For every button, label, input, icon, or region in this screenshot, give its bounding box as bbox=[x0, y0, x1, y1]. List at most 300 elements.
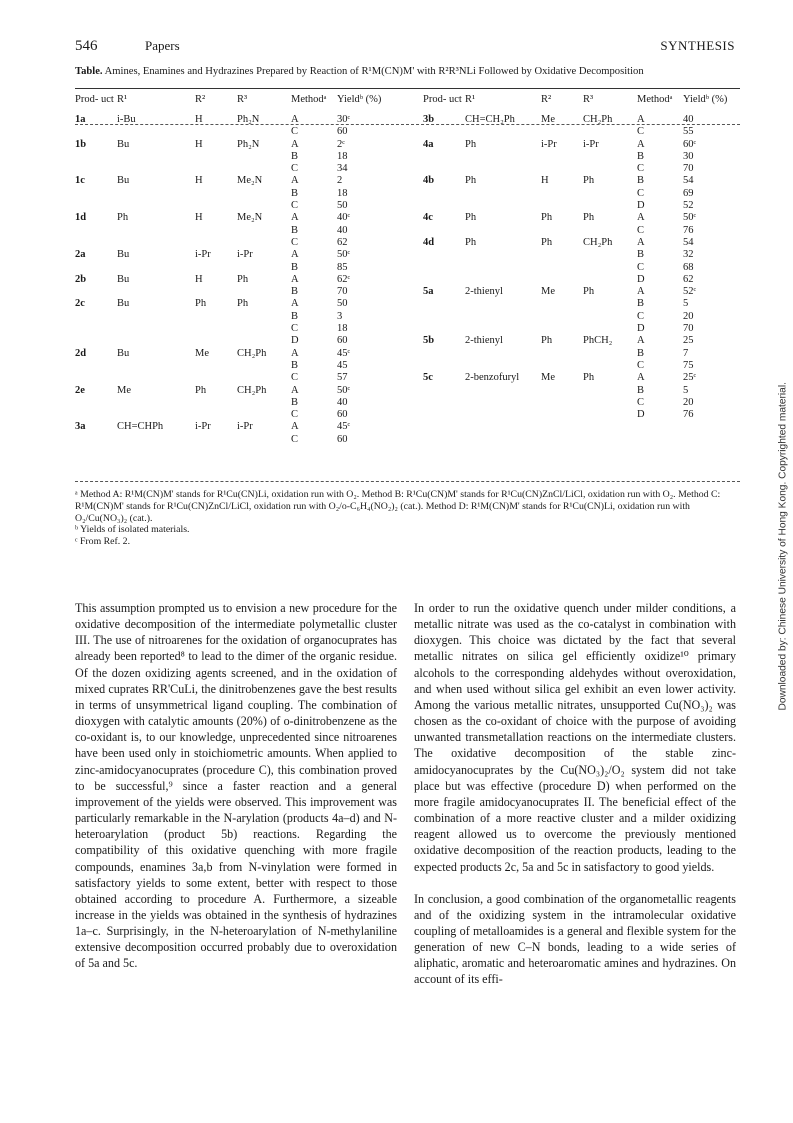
table-cell: 7 bbox=[683, 347, 689, 359]
col-head-r2-2: R² bbox=[541, 94, 552, 105]
table-cell bbox=[465, 225, 541, 237]
table-row bbox=[75, 237, 740, 249]
table-cell: B bbox=[291, 286, 299, 298]
table-cell bbox=[423, 385, 465, 397]
table-row bbox=[75, 262, 740, 274]
table-cell bbox=[237, 151, 291, 163]
table-cell: B bbox=[637, 150, 645, 162]
table-cell bbox=[195, 225, 237, 237]
table-cell bbox=[423, 225, 465, 237]
table-cell bbox=[465, 348, 541, 360]
table-row bbox=[75, 397, 740, 409]
table-cell: C bbox=[291, 372, 299, 384]
table-cell: C bbox=[291, 433, 299, 445]
table-cell bbox=[541, 409, 583, 421]
table-cell bbox=[75, 397, 117, 409]
table-cell bbox=[75, 323, 117, 335]
col-head-method-2: Methodᵃ bbox=[637, 94, 673, 105]
table-row bbox=[75, 139, 740, 151]
table-cell bbox=[541, 311, 583, 323]
table-cell bbox=[195, 335, 237, 347]
table-cell: i-Pr bbox=[583, 138, 599, 150]
table-cell: 30 bbox=[683, 150, 694, 162]
table-cell: A bbox=[637, 286, 645, 298]
table-cell: D bbox=[637, 273, 645, 285]
col-head-r2: R² bbox=[195, 94, 206, 105]
table-cell: 1a bbox=[75, 114, 86, 125]
table-cell: 54 bbox=[683, 175, 694, 187]
table-cell bbox=[465, 397, 541, 409]
col-head-prod: Prod- uct bbox=[75, 94, 114, 105]
col-head-r1: R¹ bbox=[117, 94, 128, 105]
col-head-r3-2: R³ bbox=[583, 94, 594, 105]
table-body bbox=[75, 114, 740, 446]
footnote-c: ᶜ From Ref. 2. bbox=[75, 536, 131, 548]
table-cell: 32 bbox=[683, 249, 694, 261]
table-cell: Ph bbox=[237, 298, 249, 310]
table-cell bbox=[117, 323, 195, 335]
table-cell: A bbox=[637, 212, 645, 224]
table-cell bbox=[541, 126, 583, 138]
table-row bbox=[75, 348, 740, 360]
table-cell: 30ᶜ bbox=[337, 114, 351, 125]
table-cell bbox=[541, 188, 583, 200]
table-cell bbox=[465, 249, 541, 261]
table-cell: Ph bbox=[541, 212, 553, 224]
table-cell: B bbox=[291, 310, 299, 322]
body-paragraph: This assumption prompted us to envision a new procedure for the oxidative decomposition of the intermediate polymetallic cluster III. The use of nitroarenes for the oxidation of organocuprates has already been reported⁸ to lead to the dimer of the organic residue. Of the dozen oxidizing agents screened, and in the oxidation of mixed cuprates RR'CuLi, the dinitrobenzenes gave the best results in terms of unsymmetrical ligand coupling. The combination of dioxygen with catalytic amounts (20%) of o-dinitrobenzene as the co-oxidant is, to our knowledge, unprecedented since nitroarenes have been used only in stoichiometric amounts. When applied to zinc-amidocyanocuprates (procedure C), this combination proved to be successful,⁹ since a faster reaction and a general improvement of the yields were observed. This improvement was particularly remarkable in the N-arylation (products 4a–d) and N-heteroarylation (product 5b) reactions. Regarding the compatibility of this oxidative quenching with more fragile compounds, enamines 3a,b from N-vinylation were formed in satisfactory yields to some extent, better with respect to those obtained according to procedure A. Furthermore, a sizeable increase in the yields was obtained in the synthesis of hydrazines 1a–c. Surprisingly, in the N-heteroarylation of N-methylaniline extensive decomposition occurred probably due to overoxidation of 5a and 5c. bbox=[75, 601, 397, 971]
table-cell: Me₂N bbox=[237, 212, 263, 224]
table-cell bbox=[237, 434, 291, 446]
table-cell: Ph bbox=[583, 212, 595, 224]
table-cell bbox=[117, 225, 195, 237]
table-cell bbox=[75, 200, 117, 212]
table-cell bbox=[583, 225, 637, 237]
table-cell: Ph bbox=[541, 335, 553, 347]
table-row bbox=[75, 249, 740, 261]
table-cell bbox=[583, 311, 637, 323]
table-cell bbox=[75, 360, 117, 372]
table-cell: A bbox=[291, 347, 299, 359]
table-cell: A bbox=[637, 372, 645, 384]
table-cell bbox=[237, 237, 291, 249]
table-cell bbox=[117, 409, 195, 421]
table-cell: CH=CH₂Ph bbox=[465, 114, 515, 125]
table-cell: 5 bbox=[683, 384, 689, 396]
table-cell: Bu bbox=[117, 138, 130, 150]
table-cell bbox=[423, 397, 465, 409]
table-cell bbox=[117, 397, 195, 409]
table-cell bbox=[465, 126, 541, 138]
table-cell: Ph bbox=[117, 212, 129, 224]
table-cell bbox=[237, 360, 291, 372]
col-head-r1-2: R¹ bbox=[465, 94, 476, 105]
table-cell: B bbox=[637, 298, 645, 310]
table-cell: i-Pr bbox=[237, 249, 253, 261]
table-cell: Me bbox=[117, 384, 131, 396]
table-cell: B bbox=[291, 150, 299, 162]
table-cell: 5c bbox=[423, 372, 433, 384]
table-cell bbox=[75, 126, 117, 138]
table-cell bbox=[541, 249, 583, 261]
table-cell: Ph bbox=[541, 236, 553, 248]
table-cell: PhCH₂ bbox=[583, 335, 613, 347]
table-cell: 60 bbox=[337, 409, 348, 421]
col-head-prod-2: Prod- uct bbox=[423, 94, 462, 105]
table-cell: C bbox=[291, 200, 299, 212]
table-caption bbox=[75, 66, 740, 77]
table-cell: A bbox=[637, 138, 645, 150]
table-cell: H bbox=[195, 212, 203, 224]
table-cell bbox=[117, 335, 195, 347]
table-cell bbox=[195, 200, 237, 212]
table-cell: D bbox=[637, 200, 645, 212]
table-cell: D bbox=[637, 409, 645, 421]
table-cell bbox=[583, 397, 637, 409]
table-cell bbox=[423, 348, 465, 360]
table-cell: 52 bbox=[683, 200, 694, 212]
table-cell: 1b bbox=[75, 138, 87, 150]
table-cell bbox=[195, 360, 237, 372]
table-cell: 52ᶜ bbox=[683, 286, 697, 298]
table-cell bbox=[583, 421, 637, 433]
table-cell bbox=[117, 126, 195, 138]
table-cell bbox=[465, 360, 541, 372]
table-cell: 60 bbox=[337, 433, 348, 445]
table-cell: Bu bbox=[117, 273, 130, 285]
table-cell: Ph bbox=[465, 212, 477, 224]
table-cell bbox=[465, 163, 541, 175]
table-cell bbox=[75, 188, 117, 200]
table-cell: C bbox=[637, 126, 645, 138]
table-cell bbox=[195, 434, 237, 446]
table-cell: 70 bbox=[337, 286, 348, 298]
table-cell bbox=[195, 262, 237, 274]
table-cell: C bbox=[637, 359, 645, 371]
table-row bbox=[75, 212, 740, 224]
table-cell bbox=[75, 286, 117, 298]
table-cell bbox=[237, 126, 291, 138]
table-cell: H bbox=[541, 175, 549, 187]
table-cell: Ph bbox=[583, 175, 595, 187]
table-cell bbox=[423, 151, 465, 163]
table-cell bbox=[75, 372, 117, 384]
table-cell: A bbox=[637, 335, 645, 347]
table-cell: 85 bbox=[337, 261, 348, 273]
table-cell: 2e bbox=[75, 384, 85, 396]
table-cell: Ph bbox=[195, 298, 207, 310]
table-cell: Me bbox=[195, 347, 209, 359]
table-cell: 2-benzofuryl bbox=[465, 372, 520, 384]
table-cell bbox=[583, 323, 637, 335]
table-cell: A bbox=[291, 114, 299, 125]
table-cell bbox=[195, 372, 237, 384]
table-cell: 62 bbox=[337, 236, 348, 248]
table-cell bbox=[423, 188, 465, 200]
table-cell: 34 bbox=[337, 163, 348, 175]
table-cell bbox=[117, 360, 195, 372]
table-cell bbox=[541, 225, 583, 237]
table-cell bbox=[541, 200, 583, 212]
table-cell: B bbox=[291, 261, 299, 273]
table-cell bbox=[195, 188, 237, 200]
table-cell: 5b bbox=[423, 335, 435, 347]
table-cell bbox=[195, 409, 237, 421]
table-cell: A bbox=[291, 138, 299, 150]
table-cell bbox=[117, 188, 195, 200]
section-name: Papers bbox=[145, 38, 180, 53]
table-cell bbox=[117, 237, 195, 249]
table-cell bbox=[423, 200, 465, 212]
table-cell: H bbox=[195, 175, 203, 187]
table-cell bbox=[465, 385, 541, 397]
table-cell: i-Pr bbox=[195, 249, 211, 261]
table-cell bbox=[465, 298, 541, 310]
table-cell: 62ᶜ bbox=[337, 273, 351, 285]
table-cell bbox=[541, 360, 583, 372]
table-cell bbox=[465, 274, 541, 286]
table-cell bbox=[583, 262, 637, 274]
table-row bbox=[75, 385, 740, 397]
table-cell bbox=[637, 421, 683, 433]
table-cell bbox=[541, 262, 583, 274]
table-cell bbox=[117, 200, 195, 212]
table-cell: Ph bbox=[195, 384, 207, 396]
body-right-column bbox=[414, 600, 736, 1004]
table-cell bbox=[583, 434, 637, 446]
table-cell bbox=[541, 348, 583, 360]
table-cell bbox=[117, 163, 195, 175]
table-cell: 45ᶜ bbox=[337, 347, 351, 359]
table-cell: C bbox=[637, 187, 645, 199]
table-cell: C bbox=[637, 310, 645, 322]
table-row bbox=[75, 421, 740, 433]
table-cell bbox=[195, 311, 237, 323]
table-row bbox=[75, 175, 740, 187]
table-row bbox=[75, 151, 740, 163]
table-cell bbox=[195, 126, 237, 138]
table-cell: 2b bbox=[75, 273, 87, 285]
table-cell: 2 bbox=[337, 175, 343, 187]
table-cell: 76 bbox=[683, 224, 694, 236]
table-cell bbox=[541, 421, 583, 433]
sidebar bbox=[776, 382, 790, 711]
table-cell bbox=[465, 151, 541, 163]
table-row bbox=[75, 163, 740, 175]
table-cell: 68 bbox=[683, 261, 694, 273]
table-footnotes bbox=[75, 489, 740, 548]
table-cell bbox=[237, 397, 291, 409]
table-cell: 45ᶜ bbox=[337, 421, 351, 433]
table-cell: C bbox=[291, 163, 299, 175]
table-cell bbox=[541, 151, 583, 163]
table-cell: Me₂N bbox=[237, 175, 263, 187]
table-cell bbox=[75, 163, 117, 175]
table-cell bbox=[237, 372, 291, 384]
table-cell bbox=[195, 237, 237, 249]
table-cell bbox=[117, 434, 195, 446]
body-paragraph: In conclusion, a good combination of the organometallic reagents and of the oxidizing system in the intramolecular oxidative coupling of metalloamides is a general and flexible system for the generation of new C–N bonds, leading to a wide series of aliphatic, aromatic and heteroaromatic amines and hydrazines. On account of its effi- bbox=[414, 891, 736, 987]
table-cell: Ph bbox=[583, 286, 595, 298]
table-cell: Ph bbox=[465, 138, 477, 150]
table-bottom-rule bbox=[75, 481, 740, 482]
table-cell: CH₂Ph bbox=[237, 347, 267, 359]
table-cell: A bbox=[637, 236, 645, 248]
table-cell: 2ᶜ bbox=[337, 138, 345, 150]
table-cell: H bbox=[195, 114, 203, 125]
table-cell: A bbox=[637, 114, 645, 125]
col-head-method: Methodᵃ bbox=[291, 94, 327, 105]
table-cell bbox=[465, 262, 541, 274]
table-cell bbox=[423, 409, 465, 421]
table-cell: B bbox=[637, 347, 645, 359]
table-cell bbox=[583, 188, 637, 200]
table-cell: 4d bbox=[423, 236, 435, 248]
table-cell bbox=[423, 126, 465, 138]
table-cell: Ph bbox=[583, 372, 595, 384]
table-cell bbox=[237, 262, 291, 274]
table-cell bbox=[117, 286, 195, 298]
table-cell: 62 bbox=[683, 273, 694, 285]
table-cell: A bbox=[291, 175, 299, 187]
table-cell: A bbox=[291, 298, 299, 310]
table-cell: B bbox=[291, 359, 299, 371]
table-cell bbox=[75, 311, 117, 323]
table-cell: Ph₂N bbox=[237, 114, 260, 125]
table-cell: 2-thienyl bbox=[465, 335, 503, 347]
journal-name: SYNTHESIS bbox=[660, 38, 735, 53]
table-cell: 60ᶜ bbox=[683, 138, 697, 150]
download-note: Downloaded by: Chinese University of Hong Kong. Copyrighted material. bbox=[777, 382, 789, 711]
table-cell: Me bbox=[541, 114, 555, 125]
table-cell: 3b bbox=[423, 114, 435, 125]
table-cell bbox=[583, 200, 637, 212]
table-cell bbox=[117, 311, 195, 323]
table-cell: 50 bbox=[337, 298, 348, 310]
table-cell bbox=[683, 434, 740, 446]
table-cell bbox=[465, 188, 541, 200]
table-cell: B bbox=[637, 175, 645, 187]
table-cell bbox=[75, 409, 117, 421]
table-cell bbox=[195, 163, 237, 175]
page-number: 546 bbox=[75, 38, 98, 54]
table-cell bbox=[583, 151, 637, 163]
table-row bbox=[75, 114, 740, 126]
table-cell: Bu bbox=[117, 249, 130, 261]
table-row bbox=[75, 286, 740, 298]
table-cell: B bbox=[637, 384, 645, 396]
table-cell: 76 bbox=[683, 409, 694, 421]
table-cell bbox=[465, 323, 541, 335]
table-cell bbox=[75, 335, 117, 347]
table-cell bbox=[75, 434, 117, 446]
footnote-b: ᵇ Yields of isolated materials. bbox=[75, 524, 190, 536]
table-cell: B bbox=[291, 224, 299, 236]
table-cell: C bbox=[291, 126, 299, 138]
table-cell bbox=[237, 200, 291, 212]
table-cell bbox=[583, 409, 637, 421]
table-cell: 60 bbox=[337, 335, 348, 347]
table-cell bbox=[583, 348, 637, 360]
table-cell: C bbox=[291, 409, 299, 421]
table-cell bbox=[117, 262, 195, 274]
table-cell: 50 bbox=[337, 200, 348, 212]
table-cell: 2a bbox=[75, 249, 86, 261]
table-cell bbox=[583, 163, 637, 175]
table-cell: Bu bbox=[117, 175, 130, 187]
table-cell: B bbox=[291, 396, 299, 408]
table-cell: 4b bbox=[423, 175, 435, 187]
table-cell: Ph bbox=[465, 175, 477, 187]
table-row bbox=[75, 126, 740, 138]
table-cell: 45 bbox=[337, 359, 348, 371]
table-cell: Me bbox=[541, 372, 555, 384]
table-cell: 4c bbox=[423, 212, 433, 224]
table-cell: 40ᶜ bbox=[337, 212, 351, 224]
table-cell: 5 bbox=[683, 298, 689, 310]
table-cell bbox=[195, 286, 237, 298]
table-cell: 3 bbox=[337, 310, 343, 322]
table-caption-label: Table. bbox=[75, 66, 103, 77]
table-row bbox=[75, 360, 740, 372]
table-cell bbox=[195, 397, 237, 409]
table-cell bbox=[465, 434, 541, 446]
table-cell: Me bbox=[541, 286, 555, 298]
table-cell bbox=[541, 397, 583, 409]
table-row bbox=[75, 323, 740, 335]
table-cell bbox=[583, 385, 637, 397]
table-cell: Bu bbox=[117, 298, 130, 310]
table-cell bbox=[117, 151, 195, 163]
table-cell: 50ᶜ bbox=[683, 212, 697, 224]
table-header-row bbox=[75, 93, 740, 106]
table-row bbox=[75, 335, 740, 347]
table-cell bbox=[683, 421, 740, 433]
table-cell: C bbox=[291, 323, 299, 335]
table-cell: B bbox=[637, 249, 645, 261]
table-cell: Bu bbox=[117, 347, 130, 359]
table-cell: A bbox=[291, 421, 299, 433]
table-cell bbox=[423, 163, 465, 175]
table-row bbox=[75, 311, 740, 323]
table-cell: C bbox=[291, 236, 299, 248]
table-cell bbox=[75, 225, 117, 237]
table-cell bbox=[75, 262, 117, 274]
table-cell bbox=[237, 311, 291, 323]
table-cell: 2-thienyl bbox=[465, 286, 503, 298]
table-cell bbox=[117, 372, 195, 384]
table-cell: 57 bbox=[337, 372, 348, 384]
table-cell: H bbox=[195, 138, 203, 150]
table-cell bbox=[75, 151, 117, 163]
table-cell bbox=[195, 151, 237, 163]
table-cell: Ph bbox=[465, 236, 477, 248]
table-cell bbox=[541, 434, 583, 446]
table-cell bbox=[541, 274, 583, 286]
table-caption-text: Amines, Enamines and Hydrazines Prepared by Reaction of R¹M(CN)M' with R²R³NLi Followed by Oxidative Decomposition bbox=[102, 66, 644, 77]
table-row bbox=[75, 298, 740, 310]
table-row bbox=[75, 409, 740, 421]
table-cell: CH₂Ph bbox=[237, 384, 267, 396]
table-cell: A bbox=[291, 273, 299, 285]
table-cell: CH₂Ph bbox=[583, 236, 613, 248]
table-row bbox=[75, 434, 740, 446]
results-table bbox=[75, 93, 740, 446]
table-cell bbox=[583, 360, 637, 372]
table-cell: Ph₂N bbox=[237, 138, 260, 150]
table-cell bbox=[237, 323, 291, 335]
table-cell bbox=[541, 298, 583, 310]
